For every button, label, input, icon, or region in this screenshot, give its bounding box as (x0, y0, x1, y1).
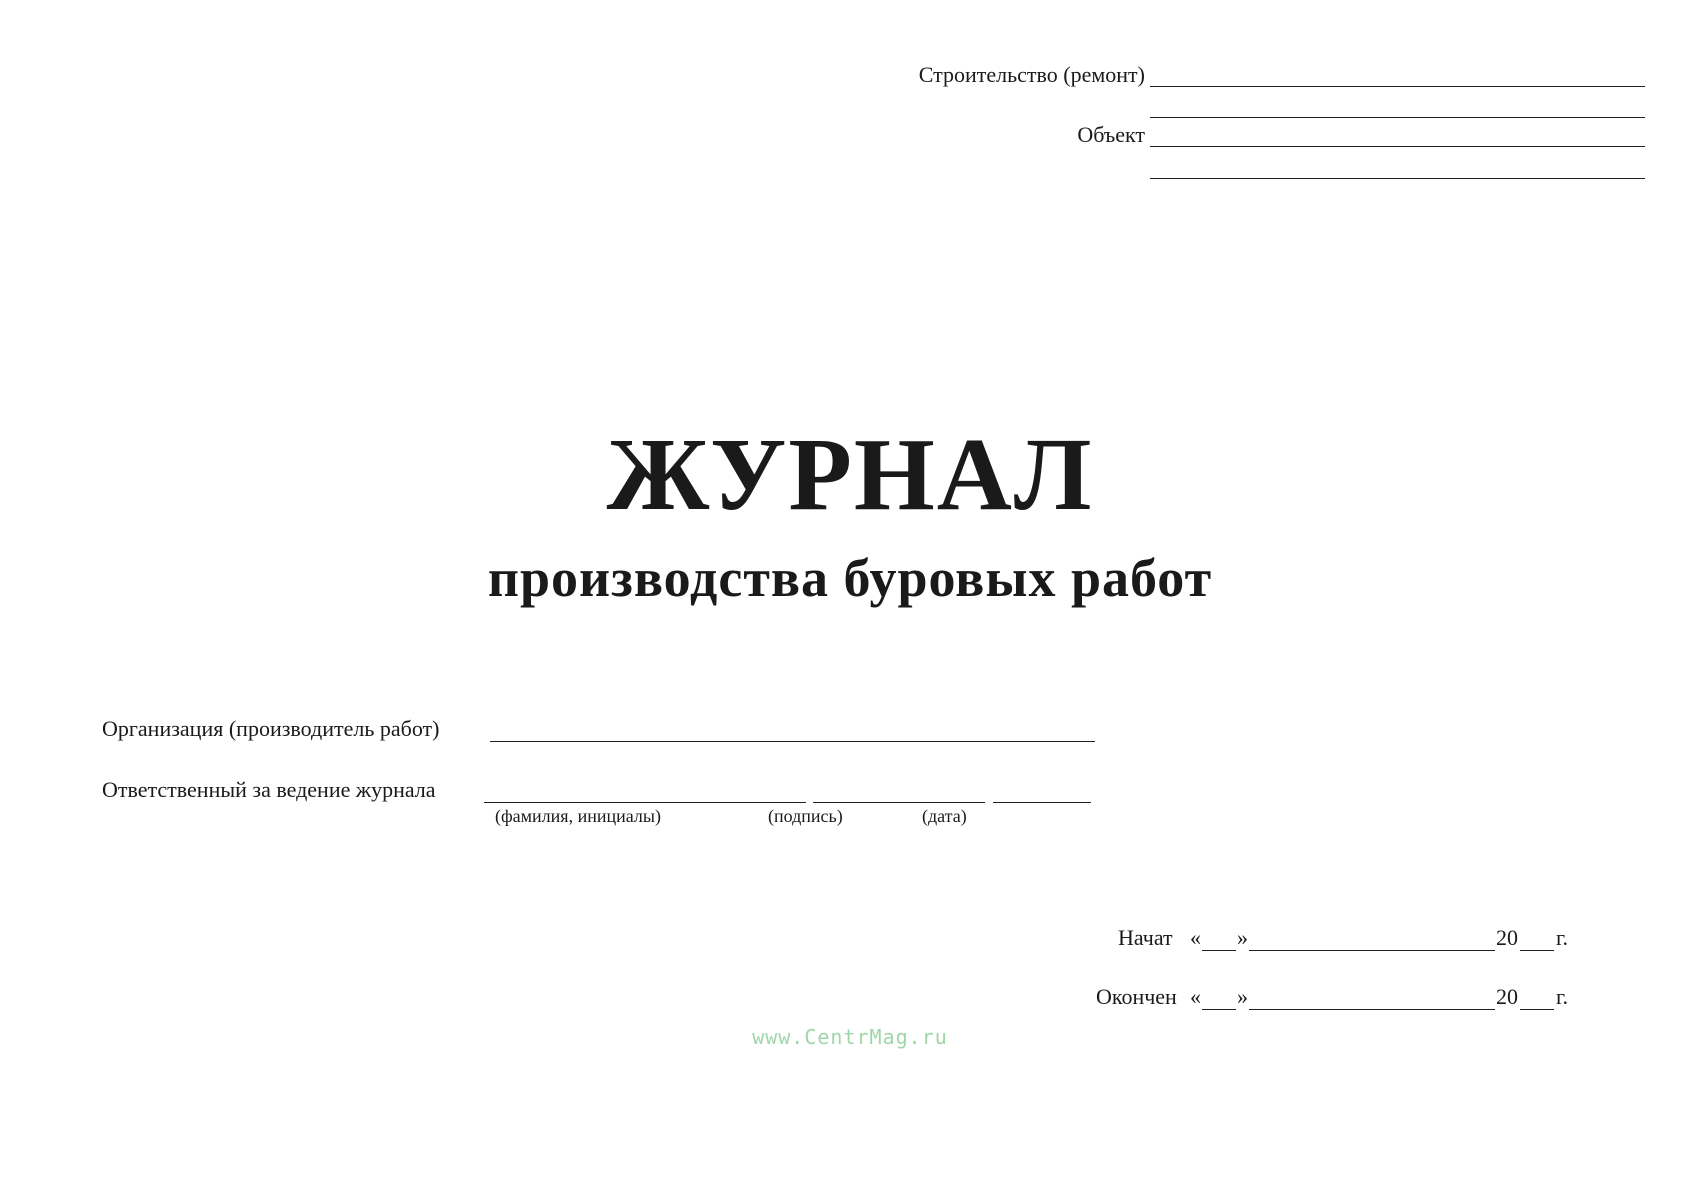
started-year-prefix: 20 (1496, 925, 1518, 950)
page-title: ЖУРНАЛ (606, 417, 1094, 532)
object-label: Объект (1077, 122, 1145, 147)
page-subtitle: производства буровых работ (487, 548, 1213, 608)
finished-year-field[interactable] (1520, 1009, 1554, 1010)
started-year-suffix: г. (1556, 925, 1569, 950)
responsible-name-field[interactable] (484, 802, 806, 803)
responsible-date-field[interactable] (993, 802, 1091, 803)
object-field-line-2[interactable] (1150, 178, 1645, 179)
caption-signature: (подпись) (768, 806, 843, 826)
started-close-quote: » (1237, 925, 1248, 950)
responsible-label: Ответственный за ведение журнала (102, 777, 436, 802)
finished-day-field[interactable] (1202, 1009, 1236, 1010)
finished-year-suffix: г. (1556, 984, 1569, 1009)
started-day-field[interactable] (1202, 950, 1236, 951)
organization-label: Организация (производитель работ) (102, 716, 440, 741)
finished-open-quote: « (1190, 984, 1201, 1009)
finished-label: Окончен (1096, 984, 1177, 1009)
construction-field[interactable] (1150, 86, 1645, 87)
watermark: www.CentrMag.ru (752, 1025, 948, 1049)
started-year-field[interactable] (1520, 950, 1554, 951)
object-field[interactable] (1150, 146, 1645, 147)
caption-name: (фамилия, инициалы) (495, 806, 661, 826)
construction-label: Строительство (ремонт) (918, 62, 1145, 87)
responsible-signature-field[interactable] (813, 802, 985, 803)
started-label: Начат (1118, 925, 1173, 950)
finished-month-field[interactable] (1249, 1009, 1495, 1010)
organization-field[interactable] (490, 741, 1095, 742)
construction-field-line-2[interactable] (1150, 117, 1645, 118)
caption-date: (дата) (922, 806, 967, 826)
finished-year-prefix: 20 (1496, 984, 1518, 1009)
finished-close-quote: » (1237, 984, 1248, 1009)
started-month-field[interactable] (1249, 950, 1495, 951)
started-open-quote: « (1190, 925, 1201, 950)
